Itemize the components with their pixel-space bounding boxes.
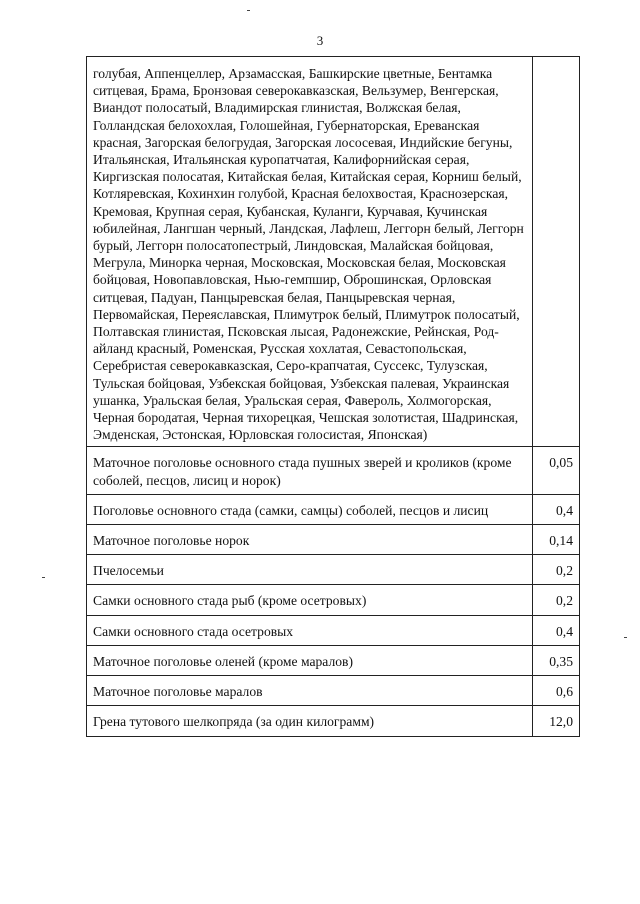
table-row xyxy=(87,615,580,645)
row-value: 0,2 xyxy=(556,563,573,579)
row-value: 0,4 xyxy=(556,502,573,518)
table-row xyxy=(87,676,580,706)
row-value: 12,0 xyxy=(549,714,573,730)
row-value: 0,2 xyxy=(556,593,573,609)
row-label: Маточное поголовье норок xyxy=(93,533,250,549)
row-label: Маточное поголовье маралов xyxy=(93,684,263,700)
scan-artifact xyxy=(42,577,45,578)
page-number: 3 xyxy=(316,33,324,48)
row-label: Маточное поголовье основного стада пушных зверей и кроликов (кроме соболей, песцов, лисиц и норок) xyxy=(93,455,512,488)
row-value: 0,05 xyxy=(549,455,573,471)
coefficients-table xyxy=(86,56,580,737)
row-label: Грена тутового шелкопряда (за один килограмм) xyxy=(93,714,375,730)
row-label: Самки основного стада рыб (кроме осетровых) xyxy=(93,593,367,609)
table-row xyxy=(87,585,580,615)
row-label: Поголовье основного стада (самки, самцы) соболей, песцов и лисиц xyxy=(93,502,489,518)
table-row xyxy=(87,525,580,555)
empty-value-cell xyxy=(533,57,580,447)
table-row xyxy=(87,555,580,585)
table-row xyxy=(87,447,580,494)
breeds-cell xyxy=(87,57,533,447)
row-value: 0,35 xyxy=(549,653,573,669)
breeds-list-text: голубая, Аппенцеллер, Арзамасская, Башкирские цветные, Бентамка ситцевая, Брама, Бронзовая северокавказская, Вельзумер, Венгерская, Виандот полосатый, Владимирская глинистая, Волжская белая, Голландская белохохлая, Голошейная, Губернаторская, Ереванская красная, Загорская белогрудая, Загорская лососевая, Индийские бегуны, Итальянская, Итальянская куропатчатая, Калифорнийская серая, Киргизская полосатая, Китайская белая, Китайская серая, Корниш белый, Котляревская, Кохинхин голубой, Красная белохвостая, Краснозерская, Кремовая, Крупная серая, Кубанская, Куланги, Курчавая, Кучинская юбилейная, Лангшан черный, Ландская, Лафлеш, Леггорн белый, Леггорн бурый, Леггорн полосатопестрый, Линдовская, Малайская бойцовая, Мегрула, Минорка черная, Московская, Московская белая, Московская бойцовая, Новопавловская, Нью-гемпшир, Оброшинская, Орловская ситцевая, Падуан, Панцыревская белая, Панцыревская черная, Первомайская, Переяславская, Плимутрок белый, Плимутрок полосатый, Полтавская глинистая, Псковская лысая, Радонежские, Рейнская, Род-айланд красный, Роменская, Русская хохлатая, Севастопольская, Серебристая северокавказская, Серо-крапчатая, Суссекс, Тулузская, Тульская бойцовая, Узбекская бойцовая, Узбекская палевая, Украинская ушанка, Уральская белая, Уральская серая, Фавероль, Холмогорская, Черная бородатая, Черная тихорецкая, Чешская золотистая, Шадринская, Эмденская, Эстонская, Юрловская голосистая, Японская) xyxy=(93,66,524,443)
table-row-breeds xyxy=(87,57,580,447)
table-row xyxy=(87,706,580,736)
row-label: Пчелосемьи xyxy=(93,563,164,579)
row-label: Маточное поголовье оленей (кроме маралов) xyxy=(93,653,353,669)
row-value: 0,4 xyxy=(556,623,573,639)
row-label: Самки основного стада осетровых xyxy=(93,623,294,639)
scan-artifact xyxy=(247,10,250,11)
row-value: 0,6 xyxy=(556,684,573,700)
table-row xyxy=(87,494,580,524)
scan-artifact xyxy=(624,637,627,638)
table-row xyxy=(87,645,580,675)
row-value: 0,14 xyxy=(549,533,573,549)
